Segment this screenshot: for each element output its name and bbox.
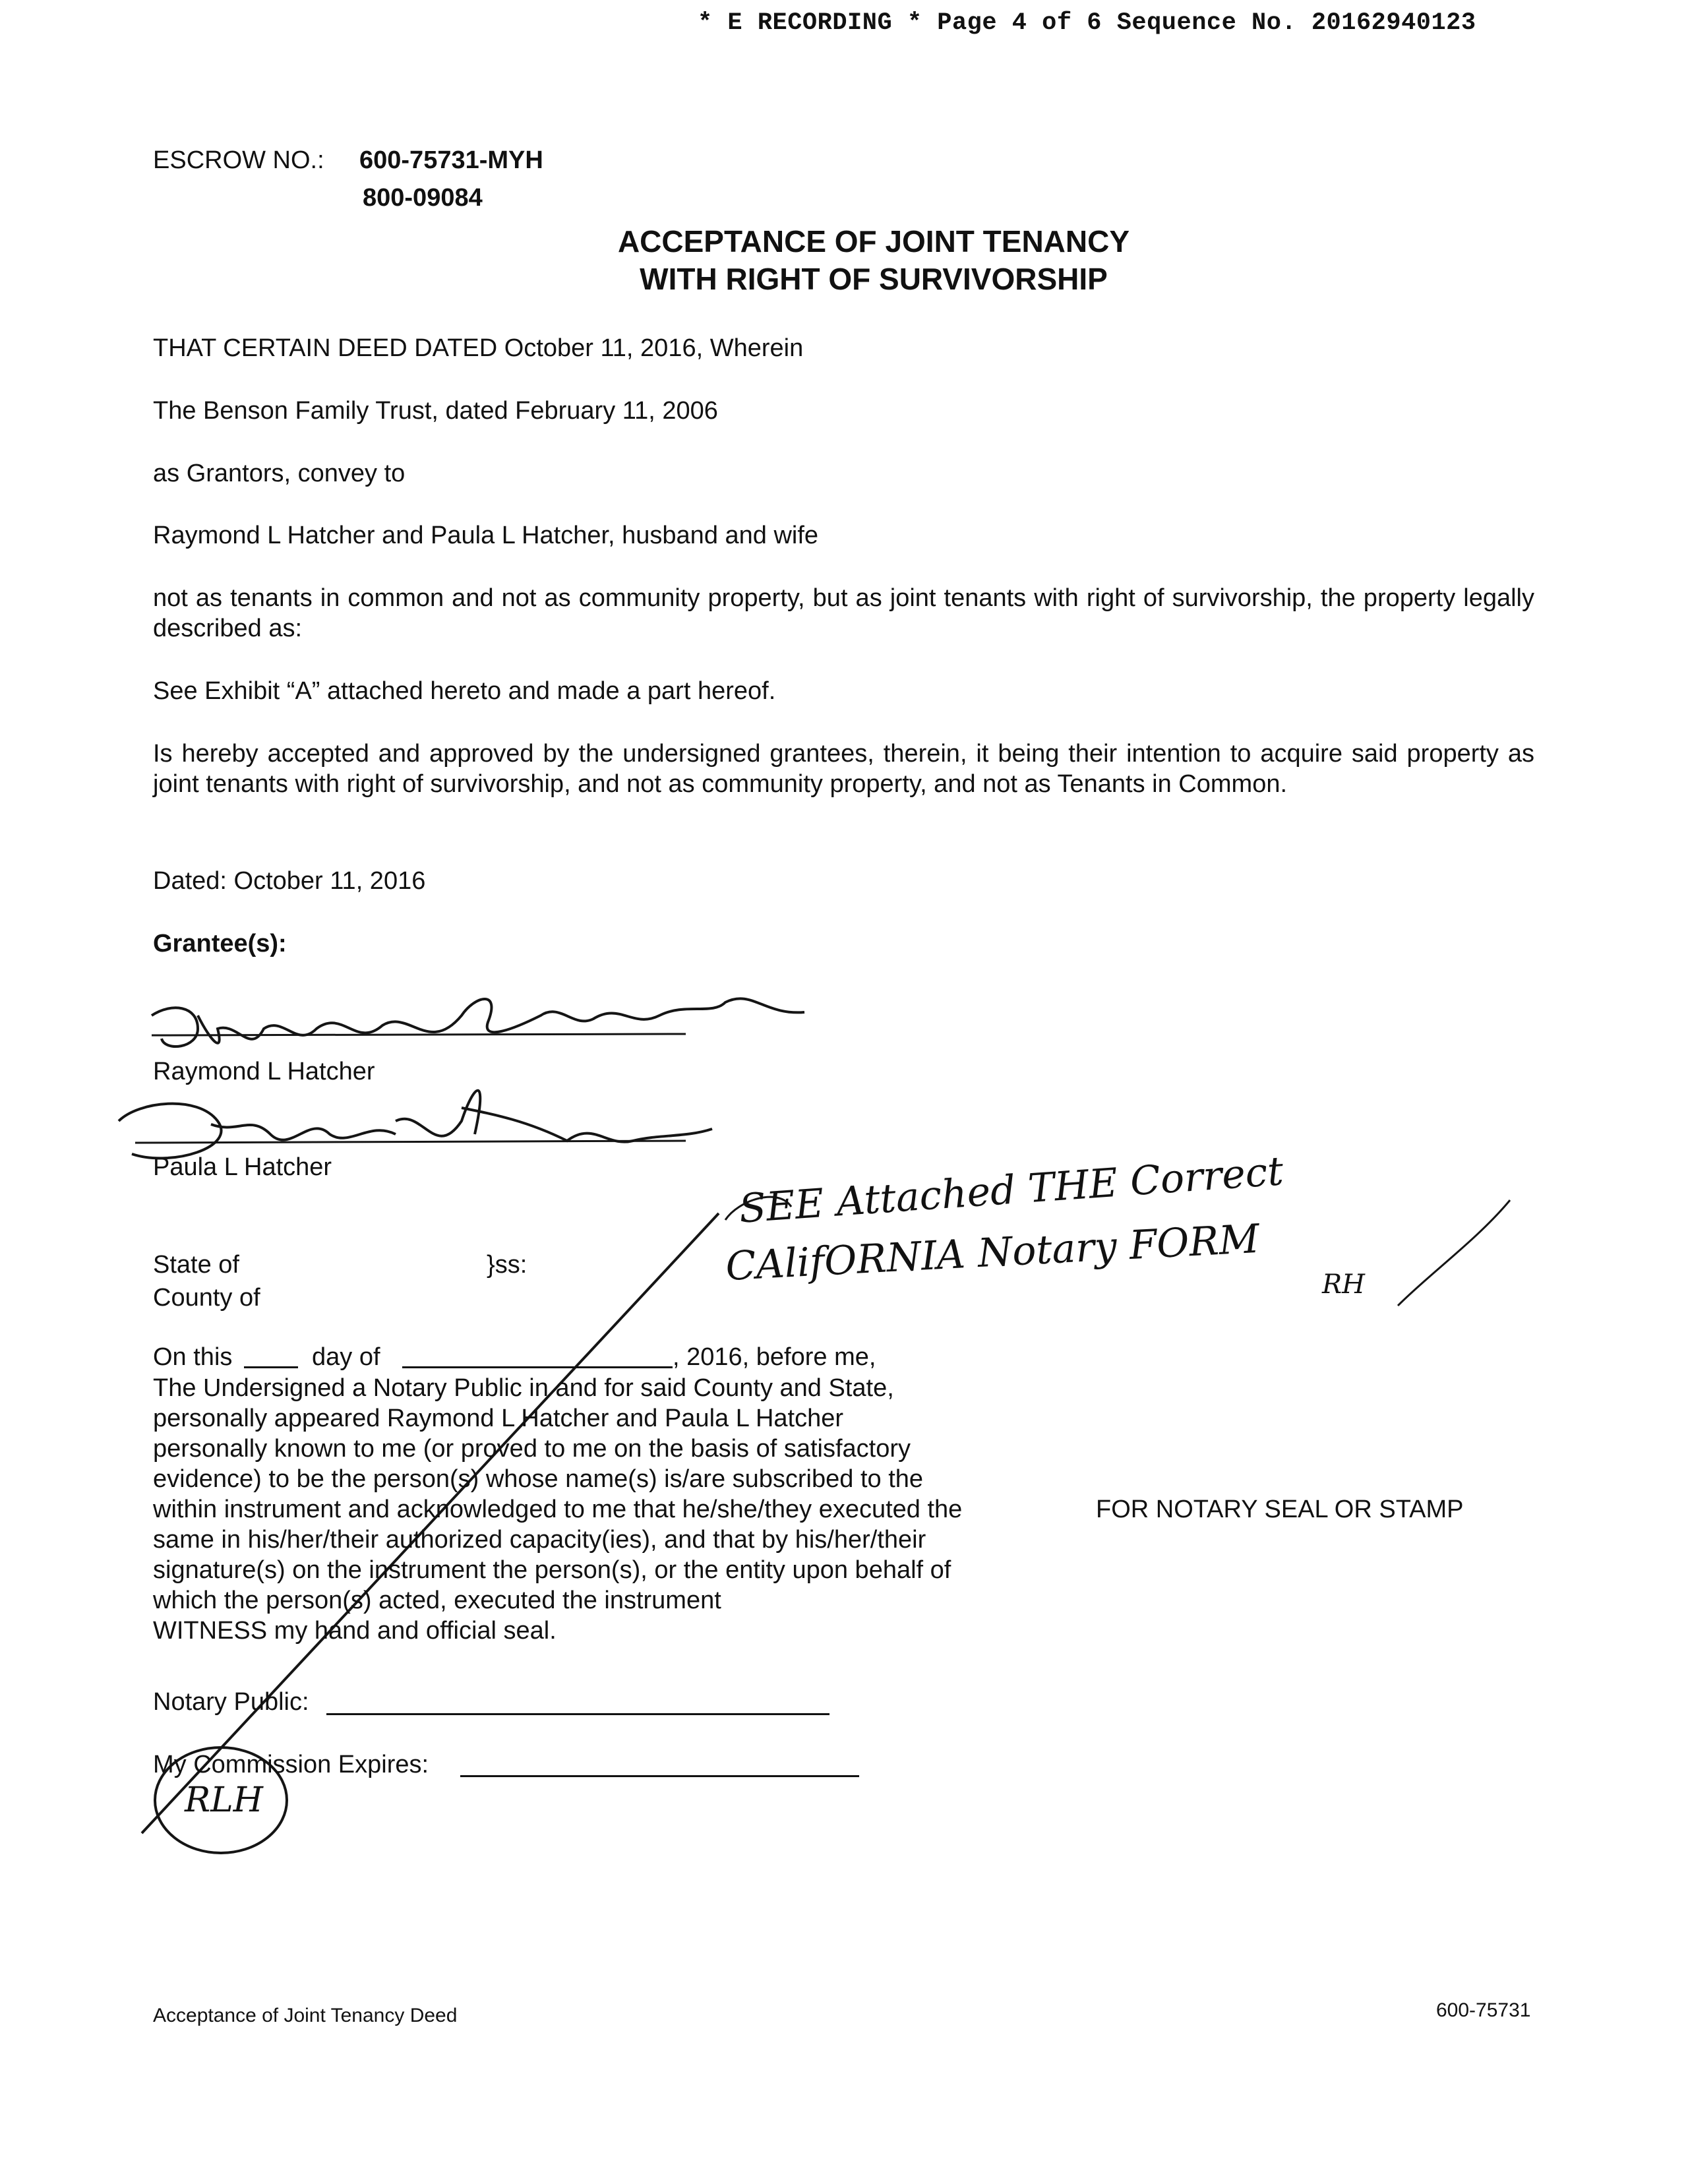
commission-label: My Commission Expires: xyxy=(153,1751,429,1778)
footer-document-name: Acceptance of Joint Tenancy Deed xyxy=(153,2005,458,2026)
grantee-1-name: Raymond L Hatcher xyxy=(153,1058,375,1085)
ss-label: }ss: xyxy=(487,1251,528,1279)
notary-line-4: evidence) to be the person(s) whose name(s) is/are subscribed to the xyxy=(153,1465,924,1493)
recording-header: * E RECORDING * Page 4 of 6 Sequence No. 20162940123 xyxy=(698,9,1476,37)
grantor-name: The Benson Family Trust, dated February 11, 2006 xyxy=(153,397,718,425)
grantee-2-name: Paula L Hatcher xyxy=(153,1153,332,1181)
handwritten-note-line-1: SEE Attached THE Correct xyxy=(737,1148,1285,1232)
document-title-line-1: ACCEPTANCE OF JOINT TENANCY xyxy=(617,224,1130,258)
convey-line: as Grantors, convey to xyxy=(153,460,406,487)
day-of-label: day of xyxy=(312,1343,380,1371)
escrow-number-2: 800-09084 xyxy=(363,184,483,212)
notary-line-9: WITNESS my hand and official seal. xyxy=(153,1617,557,1645)
grantees-line: Raymond L Hatcher and Paula L Hatcher, husband and wife xyxy=(153,522,819,549)
year-before-me: , 2016, before me, xyxy=(673,1343,876,1371)
deed-line: THAT CERTAIN DEED DATED October 11, 2016, Wherein xyxy=(153,334,804,362)
circled-initials: RLH xyxy=(185,1780,264,1820)
grantees-heading: Grantee(s): xyxy=(153,930,287,957)
acceptance-clause: Is hereby accepted and approved by the undersigned grantees, therein, it being their intention to acquire said property as joint tenants with right of survivorship, and not as community property, and not as Tenants in Common. xyxy=(153,740,1534,798)
handwritten-note-line-2: CAlifORNIA Notary FORM xyxy=(724,1215,1261,1290)
day-blank xyxy=(244,1366,298,1368)
notary-seal-label: FOR NOTARY SEAL OR STAMP xyxy=(1096,1496,1464,1523)
exhibit-line: See Exhibit “A” attached hereto and made a part hereof. xyxy=(153,677,776,705)
notary-public-label: Notary Public: xyxy=(153,1688,309,1716)
tenancy-clause: not as tenants in common and not as community property, but as joint tenants with right of survivorship, the property legally described as: xyxy=(153,584,1534,642)
notary-line-7: signature(s) on the instrument the person(s), or the entity upon behalf of xyxy=(153,1556,951,1584)
handwritten-initials: RH xyxy=(1322,1269,1365,1300)
notary-line-3: personally known to me (or proved to me on the basis of satisfactory xyxy=(153,1435,911,1463)
dated-line: Dated: October 11, 2016 xyxy=(153,867,426,895)
notary-line-1: The Undersigned a Notary Public in and for said County and State, xyxy=(153,1374,894,1402)
footer-escrow-number: 600-75731 xyxy=(1436,1999,1531,2021)
notary-line-6: same in his/her/their authorized capacity(ies), and that by his/her/their xyxy=(153,1526,926,1554)
state-label: State of xyxy=(153,1251,239,1279)
on-this-label: On this xyxy=(153,1343,233,1371)
notary-line-5: within instrument and acknowledged to me that he/she/they executed the xyxy=(153,1496,963,1523)
escrow-number-1: 600-75731-MYH xyxy=(359,146,543,174)
escrow-label: ESCROW NO.: xyxy=(153,146,324,174)
notary-line-8: which the person(s) acted, executed the instrument xyxy=(153,1587,721,1614)
month-blank xyxy=(402,1366,673,1368)
notary-public-signature-line xyxy=(326,1713,829,1715)
county-label: County of xyxy=(153,1284,260,1312)
document-title-line-2: WITH RIGHT OF SURVIVORSHIP xyxy=(640,262,1108,296)
notary-line-2: personally appeared Raymond L Hatcher and Paula L Hatcher xyxy=(153,1405,844,1432)
commission-expires-line xyxy=(460,1775,859,1777)
